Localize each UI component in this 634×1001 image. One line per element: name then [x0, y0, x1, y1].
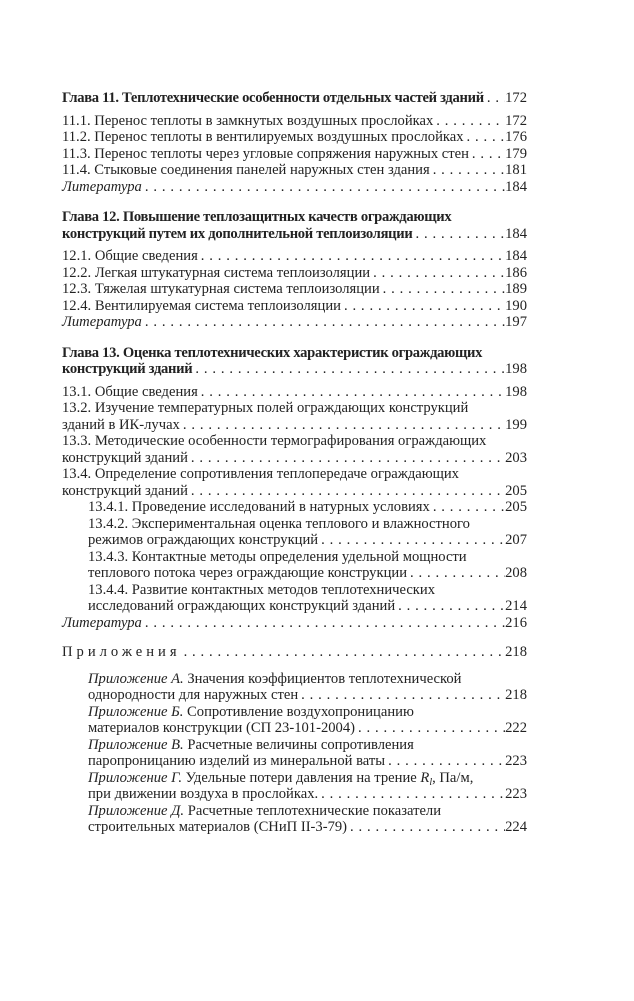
entry-text-segment: 13.4.1. Проведение исследований в натурных условиях [88, 499, 430, 515]
entry-line [62, 433, 527, 450]
entry-line [62, 615, 527, 632]
page-number: 172 [505, 112, 527, 129]
entry-text-segment: Литература [62, 614, 142, 631]
entry-title [62, 433, 486, 449]
dot-leader [484, 90, 505, 107]
entry-text-segment: конструкций зданий [62, 361, 193, 377]
entry-text-segment: Литература [62, 178, 142, 195]
chapter-section [62, 209, 527, 331]
entry-line [62, 298, 527, 315]
subsection-entry[interactable] [62, 582, 527, 615]
page-number: 184 [505, 178, 527, 195]
entry-title [88, 565, 407, 582]
entry-text-segment: 13.2. Изучение температурных полей ограждающих конструкций [62, 400, 469, 416]
entry-line [88, 770, 527, 787]
dot-leader [370, 265, 505, 282]
entry-text-segment: однородности для наружных стен [88, 687, 299, 703]
dot-leader [298, 687, 505, 704]
entry-title [88, 687, 298, 704]
entry-title [62, 265, 370, 282]
dot-leader [198, 384, 505, 401]
page-number: 172 [505, 90, 527, 106]
entry-text-segment: 12.1. Общие сведения [62, 248, 198, 264]
dot-leader [181, 644, 506, 661]
entry-title [62, 162, 430, 179]
entry-line [62, 384, 527, 401]
page-number: 222 [505, 720, 527, 736]
page-number: 223 [505, 753, 527, 769]
chapter-heading-link[interactable] [62, 345, 527, 378]
section-entry[interactable] [62, 146, 527, 163]
entry-text-segment: зданий в ИК-лучах [62, 416, 180, 433]
entry-text-segment: материалов конструкции (СП 23-101-2004) [88, 720, 356, 736]
entry-line [62, 281, 527, 298]
entry-line [88, 786, 527, 803]
section-entry[interactable] [62, 265, 527, 282]
entry-line [62, 483, 527, 500]
page-number: 189 [505, 281, 527, 297]
entry-title [62, 179, 142, 196]
entry-title [88, 499, 430, 516]
entry-text-segment: 12.4. Вентилируемая система теплоизоляции [62, 297, 341, 314]
section-entry[interactable] [62, 433, 527, 466]
entry-text-segment: 11.2. Перенос теплоты в вентилируемых воздушных прослойках [62, 129, 464, 145]
entry-title [88, 753, 385, 770]
entry-line [62, 361, 527, 378]
section-entry[interactable] [62, 248, 527, 265]
dot-leader [318, 786, 505, 803]
entry-text-segment: режимов ограждающих конструкций [88, 532, 319, 548]
entry-text-segment: Глава 13. Оценка теплотехнических характеристик ограждающих [62, 344, 483, 361]
entry-text-segment: теплового потока через ограждающие конструкции [88, 565, 408, 581]
page-number: 186 [505, 264, 527, 281]
entry-title [88, 770, 473, 786]
entry-title [88, 803, 441, 819]
entry-text-segment: 13.1. Общие сведения [62, 383, 198, 400]
entry-title [62, 466, 459, 482]
dot-leader [142, 615, 505, 632]
section-entry[interactable] [62, 113, 527, 130]
entry-text-segment: исследований ограждающих конструкций зданий [88, 598, 396, 614]
page-number: 214 [505, 598, 527, 614]
entry-text-segment: Сопротивление воздухопроницанию [183, 703, 414, 720]
entry-title [62, 450, 188, 467]
entry-line [88, 803, 527, 820]
entry-title [62, 400, 468, 416]
dot-leader [407, 565, 505, 582]
dot-leader [464, 129, 506, 146]
references-entry[interactable] [62, 179, 527, 196]
entry-line [62, 450, 527, 467]
entry-title [88, 786, 318, 803]
entry-title [88, 549, 467, 565]
entry-text-segment: Расчетные величины сопротивления [183, 736, 414, 753]
entry-text-segment: 13.4.2. Экспериментальная оценка теплового и влажностного [88, 515, 470, 532]
page-number: 205 [505, 482, 527, 499]
dot-leader [180, 417, 505, 434]
entry-text-segment: R [420, 769, 430, 786]
page-number: 184 [505, 248, 527, 264]
page-number: 184 [505, 225, 527, 242]
entry-title [62, 345, 482, 361]
entry-title [62, 644, 181, 661]
section-entry[interactable] [62, 162, 527, 179]
entry-text-segment: конструкций зданий [62, 482, 188, 499]
entry-title [62, 298, 341, 315]
chapter-section [62, 345, 527, 632]
entry-line [88, 516, 527, 533]
entry-text-segment: конструкций путем их дополнительной теплоизоляции [62, 225, 413, 242]
page-number: 181 [505, 162, 527, 178]
table-of-contents [62, 90, 527, 836]
entry-line [88, 704, 527, 721]
section-entry[interactable] [62, 281, 527, 298]
entry-line [62, 345, 527, 362]
entry-title [88, 516, 470, 532]
entry-text-segment: 12.3. Тяжелая штукатурная система теплоизоляции [62, 281, 380, 297]
references-entry[interactable] [62, 314, 527, 331]
entry-text-segment: Приложение Б. [88, 703, 184, 720]
entry-text-segment: конструкций зданий [62, 449, 188, 466]
subsection-entry[interactable] [62, 516, 527, 549]
page-number: 218 [505, 687, 527, 703]
entry-text-segment: Удельные потери давления на трение [181, 769, 421, 786]
dot-leader [341, 298, 505, 315]
entry-text-segment: паропроницанию изделий из минеральной ваты [88, 753, 386, 769]
references-entry[interactable] [62, 615, 527, 632]
entry-title [88, 598, 395, 615]
entry-title [62, 226, 413, 243]
dot-leader [192, 361, 505, 378]
section-entry[interactable] [62, 298, 527, 315]
dot-leader [142, 314, 505, 331]
entry-title [62, 281, 380, 298]
entry-text-segment: Приложение Г. [88, 769, 182, 786]
entry-title [88, 582, 435, 598]
dot-leader [347, 819, 505, 836]
page-number: 179 [505, 145, 527, 162]
entry-title [62, 384, 198, 401]
entry-line [62, 644, 527, 661]
entry-text-segment: Приложения [62, 644, 181, 660]
section-entry[interactable] [62, 400, 527, 433]
entry-title [62, 417, 180, 434]
dot-leader [469, 146, 505, 163]
entry-line [88, 565, 527, 582]
entry-line [62, 248, 527, 265]
entry-line [62, 417, 527, 434]
chapter-heading-link[interactable] [62, 90, 527, 107]
entry-text-segment: 13.4.4. Развитие контактных методов теплотехнических [88, 581, 436, 598]
entry-line [62, 400, 527, 417]
entry-title [88, 819, 347, 836]
entry-title [88, 704, 414, 720]
dot-leader [188, 483, 505, 500]
entry-text-segment: 11.3. Перенос теплоты через угловые сопряжения наружных стен [62, 145, 469, 162]
dot-leader [395, 598, 505, 615]
page-number: 218 [505, 644, 527, 660]
section-entry[interactable] [62, 466, 527, 499]
entry-title [62, 129, 464, 146]
entry-text-segment: Приложение Д. [88, 802, 185, 819]
entry-line [88, 549, 527, 566]
page-number: 198 [505, 383, 527, 400]
entry-text-segment: Приложение А. [88, 670, 184, 687]
page-number: 203 [505, 449, 527, 466]
entry-text-segment: 12.2. Легкая штукатурная система теплоизоляции [62, 264, 371, 281]
subscript-text: l [429, 776, 433, 788]
dot-leader [430, 162, 505, 179]
entry-title [62, 361, 192, 378]
entry-line [88, 687, 527, 704]
entry-line [62, 265, 527, 282]
chapter-heading [62, 90, 527, 107]
page-number: 190 [505, 297, 527, 314]
entry-text-segment: Приложение В. [88, 736, 184, 753]
entry-text-segment: Значения коэффициентов теплотехнической [183, 670, 462, 687]
page-number: 176 [505, 129, 527, 145]
entry-line [62, 146, 527, 163]
appendix-entry[interactable] [62, 737, 527, 770]
entry-title [62, 615, 142, 632]
entry-title [62, 314, 142, 331]
entry-line [88, 819, 527, 836]
entry-line [62, 179, 527, 196]
entry-text-segment: Глава 12. Повышение теплозащитных качеств ограждающих [62, 209, 452, 225]
dot-leader [355, 720, 505, 737]
entry-line [88, 582, 527, 599]
entry-text-segment: строительных материалов (СНиП II-3-79) [88, 819, 348, 835]
dot-leader [198, 248, 505, 265]
appendix-entry[interactable] [62, 671, 527, 704]
entry-line [88, 753, 527, 770]
page-number: 205 [505, 499, 527, 515]
entry-text-segment: 11.4. Стыковые соединения панелей наружных стен здания [62, 162, 430, 178]
entry-title [88, 737, 414, 753]
entry-text-segment: при движении воздуха в прослойках. [88, 786, 319, 802]
entry-line [62, 226, 527, 243]
subsection-entry[interactable] [62, 549, 527, 582]
page-number: 198 [505, 361, 527, 377]
appendices-section [62, 644, 527, 836]
entry-line [62, 314, 527, 331]
entry-line [88, 598, 527, 615]
dot-leader [318, 532, 505, 549]
entry-text-segment: , Па/м, [432, 769, 474, 786]
dot-leader [430, 499, 505, 516]
entry-text-segment: Литература [62, 314, 142, 330]
appendix-entry[interactable] [62, 704, 527, 737]
entry-line [62, 113, 527, 130]
entry-text-segment: 13.3. Методические особенности термографирования ограждающих [62, 433, 487, 449]
entry-line [62, 466, 527, 483]
appendices-heading [62, 644, 527, 661]
entry-title [62, 248, 198, 265]
entry-line [62, 90, 527, 107]
entry-line [88, 737, 527, 754]
section-entry[interactable] [62, 384, 527, 401]
entry-title [62, 146, 469, 163]
entry-title [62, 209, 451, 225]
entry-text-segment: 11.1. Перенос теплоты в замкнутых воздушных прослойках [62, 112, 434, 129]
entry-title [88, 720, 355, 737]
page-number: 197 [505, 314, 527, 330]
entry-line [62, 162, 527, 179]
subsection-entry[interactable] [62, 499, 527, 516]
dot-leader [413, 226, 506, 243]
chapter-heading [62, 345, 527, 378]
entry-title [62, 113, 433, 130]
page-number: 216 [505, 614, 527, 631]
entry-title [88, 671, 461, 687]
dot-leader [380, 281, 505, 298]
dot-leader [433, 113, 505, 130]
entry-title [62, 90, 484, 107]
entry-title [88, 532, 318, 549]
entry-text-segment: 13.4.3. Контактные методы определения удельной мощности [88, 548, 467, 565]
page-number: 223 [505, 786, 527, 802]
entry-line [88, 671, 527, 688]
entry-line [62, 129, 527, 146]
appendix-entry[interactable] [62, 803, 527, 836]
chapter-heading [62, 209, 527, 242]
appendix-entry[interactable] [62, 770, 527, 803]
page-number: 199 [505, 416, 527, 433]
chapter-section [62, 90, 527, 195]
entry-line [88, 720, 527, 737]
entry-text-segment: Глава 11. Теплотехнические особенности отдельных частей зданий [62, 90, 484, 106]
page-number: 224 [505, 819, 527, 835]
entry-text-segment: Расчетные теплотехнические показатели [184, 802, 442, 819]
entry-line [88, 499, 527, 516]
appendices-heading-link[interactable] [62, 644, 527, 661]
dot-leader [385, 753, 505, 770]
entry-text-segment: 13.4. Определение сопротивления теплопередаче ограждающих [62, 466, 459, 482]
entry-line [62, 209, 527, 226]
page-number: 208 [505, 565, 527, 581]
section-entry[interactable] [62, 129, 527, 146]
chapter-heading-link[interactable] [62, 209, 527, 242]
entry-title [62, 483, 188, 500]
dot-leader [142, 179, 505, 196]
dot-leader [188, 450, 505, 467]
page-number: 207 [505, 532, 527, 548]
entry-line [88, 532, 527, 549]
